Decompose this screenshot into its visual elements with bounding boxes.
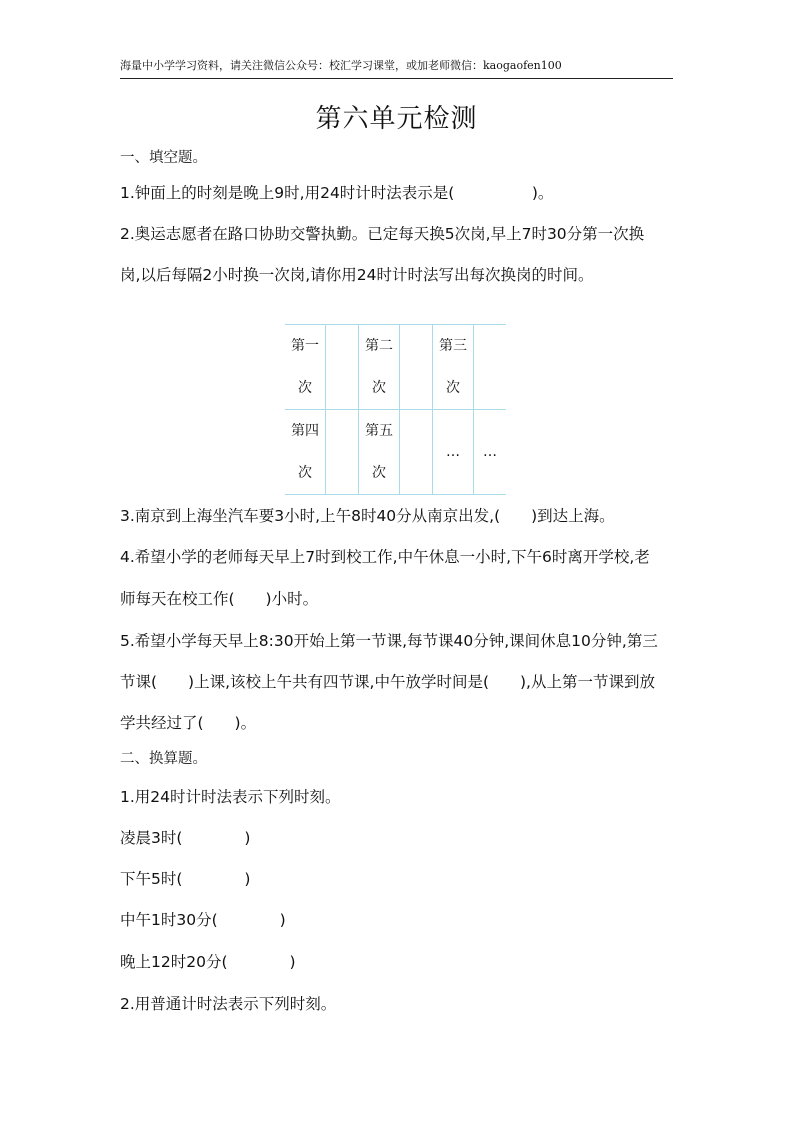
answer-cell-shift-4[interactable] — [326, 410, 359, 495]
question-5-line-1: 5.希望小学每天早上8:30开始上第一节课,每节课40分钟,课间休息10分钟,第三 — [120, 632, 658, 650]
table-cell-shift-1: 第一 次 — [285, 325, 326, 410]
table-cell-shift-5: 第五 次 — [359, 410, 400, 495]
question-5-line-2: 节课( )上课,该校上午共有四节课,中午放学时间是( ),从上第一节课到放 — [120, 673, 655, 691]
answer-cell-shift-2[interactable] — [400, 325, 433, 410]
question-2-line-1: 2.奥运志愿者在路口协助交警执勤。已定每天换5次岗,早上7时30分第一次换 — [120, 225, 645, 243]
shift-time-table — [285, 324, 506, 495]
table-cell-shift-2: 第二 次 — [359, 325, 400, 410]
section-2-question-2: 2.用普通计时法表示下列时刻。 — [120, 995, 337, 1013]
conversion-item: 中午1时30分( ) — [120, 911, 286, 929]
section-conversion-heading: 二、换算题。 — [120, 751, 207, 767]
conversion-item: 下午5时( ) — [120, 870, 251, 888]
conversion-item: 晚上12时20分( ) — [120, 953, 296, 971]
table-row — [285, 410, 506, 495]
question-1: 1.钟面上的时刻是晚上9时,用24时计时法表示是( )。 — [120, 184, 554, 202]
question-4-line-1: 4.希望小学的老师每天早上7时到校工作,中午休息一小时,下午6时离开学校,老 — [120, 548, 650, 566]
table-cell-ellipsis: … — [474, 410, 507, 495]
table-cell-shift-4: 第四 次 — [285, 410, 326, 495]
answer-cell-shift-1[interactable] — [326, 325, 359, 410]
question-4-line-2: 师每天在校工作( )小时。 — [120, 590, 319, 608]
table-cell-ellipsis: … — [433, 410, 474, 495]
section-2-question-1: 1.用24时计时法表示下列时刻。 — [120, 788, 341, 806]
page-header: 海量中小学学习资料，请关注微信公众号：校汇学习课堂，或加老师微信：kaogaofen100 — [120, 57, 673, 79]
question-3: 3.南京到上海坐汽车要3小时,上午8时40分从南京出发,( )到达上海。 — [120, 507, 615, 525]
question-5-line-3: 学共经过了( )。 — [120, 714, 257, 732]
question-2-line-2: 岗,以后每隔2小时换一次岗,请你用24时计时法写出每次换岗的时间。 — [120, 266, 594, 284]
page-title: 第六单元检测 — [315, 104, 478, 134]
table-cell-shift-3: 第三 次 — [433, 325, 474, 410]
table-row — [285, 325, 506, 410]
answer-cell-shift-5[interactable] — [400, 410, 433, 495]
section-fill-blank-heading: 一、填空题。 — [120, 150, 207, 166]
conversion-item: 凌晨3时( ) — [120, 829, 251, 847]
answer-cell-shift-3[interactable] — [474, 325, 507, 410]
